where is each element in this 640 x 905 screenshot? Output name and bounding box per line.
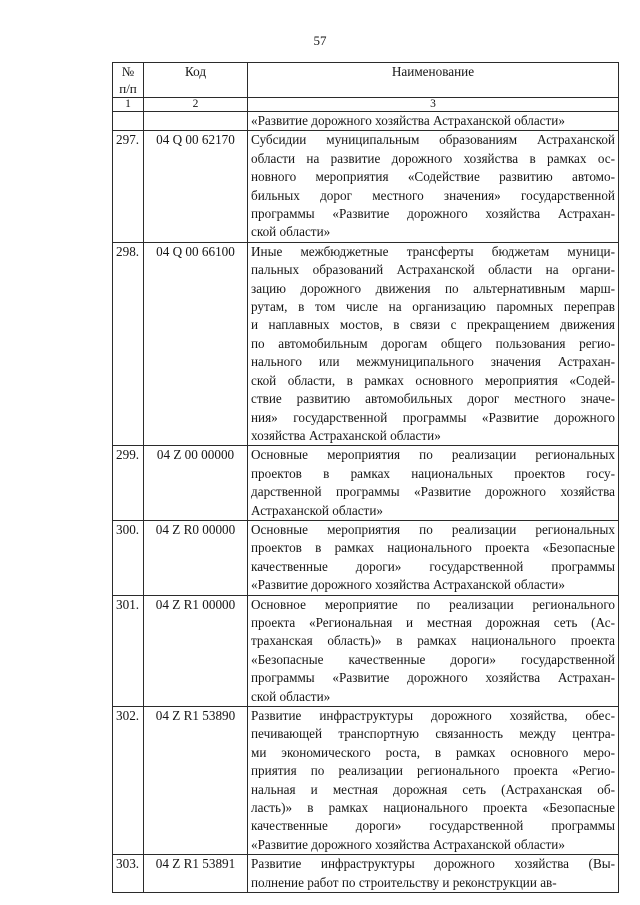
name-line: печивающей транспортную связанность между центра- [251,726,615,742]
name-line: ской области, в рамках основного мероприятия «Содей- [251,372,615,388]
name-line: траханская область)» в рамках национального проекта [251,633,615,649]
name-line: зацию дорожного движения по альтернативным марш- [251,280,615,296]
name-line: дарственной программы «Развитие дорожного хозяйства [251,484,615,500]
name-line: проектов в рамках национального проекта «Безопасные [251,540,615,556]
row-code: 04 Z R0 00000 [144,520,248,595]
name-line: и наплавных мостов, в связи с прекращением движения [251,317,615,333]
row-name [248,242,619,445]
row-name [248,520,619,595]
name-line: Основные мероприятия по реализации региональных [251,521,615,537]
row-number: 303. [113,855,144,893]
header-name: Наименование [248,63,619,98]
name-line: «Безопасные качественные дороги» государственной [251,651,615,667]
row-code: 04 Z R1 00000 [144,595,248,706]
continuation-row [113,112,619,131]
row-code: 04 Q 00 66100 [144,242,248,445]
row-code: 04 Z 00 00000 [144,446,248,521]
row-name [248,595,619,706]
name-line: Иные межбюджетные трансферты бюджетам муници- [251,243,615,259]
name-line: ской области» [251,688,331,704]
row-code: 04 Z R1 53890 [144,707,248,855]
name-line: по автомобильным дорогам общего пользования регио- [251,335,615,351]
name-line: рутам, в том числе на организацию паромных переправ [251,299,615,315]
row-name [248,707,619,855]
name-line: Основные мероприятия по реализации региональных [251,447,615,463]
name-line: Астраханской области» [251,502,383,518]
budget-classification-table [112,62,619,893]
row-number [113,112,144,131]
name-line: нального или межмуниципального значения Астрахан- [251,354,615,370]
row-code: 04 Q 00 62170 [144,131,248,242]
row-name [248,855,619,893]
name-line: «Развитие дорожного хозяйства Астраханской области» [251,577,565,593]
name-line: приятия по реализации регионального проекта «Регио- [251,763,615,779]
row-number: 299. [113,446,144,521]
name-line: качественные дороги» государственной программы [251,558,615,574]
header-code: Код [144,63,248,98]
table-row [113,131,619,242]
row-number: 301. [113,595,144,706]
name-line: качественные дороги» государственной программы [251,818,615,834]
header-number-line: № [121,64,135,79]
table-header-row [113,63,619,98]
name-line: ской области» [251,224,331,240]
name-line: ласть)» в рамках национального проекта «Безопасные [251,800,615,816]
name-line: проекта «Региональная и местная дорожная сеть (Ас- [251,614,615,630]
row-number: 300. [113,520,144,595]
name-line: Развитие инфраструктуры дорожного хозяйства, обес- [251,708,615,723]
table-row [113,855,619,893]
name-line: ствие развитию автомобильных дорог местного значе- [251,391,615,407]
row-name [248,446,619,521]
column-index: 2 [144,98,248,112]
table-row [113,595,619,706]
name-line: Субсидии муниципальным образованиям Астраханской [251,132,615,148]
column-index: 3 [248,98,619,112]
name-line: «Развитие дорожного хозяйства Астраханской области» [251,836,565,852]
table-row [113,520,619,595]
table-row [113,242,619,445]
name-line: программы «Развитие дорожного хозяйства Астрахан- [251,206,615,222]
row-code: 04 Z R1 53891 [144,855,248,893]
name-line: «Развитие дорожного хозяйства Астраханской области» [251,113,565,128]
name-line: хозяйства Астраханской области» [251,427,441,443]
name-line: пальных образований Астраханской области на органи- [251,262,615,278]
table-row [113,446,619,521]
header-number [113,63,144,98]
column-index: 1 [113,98,144,112]
page-number: 57 [313,33,327,48]
name-line: проектов в рамках национальных проектов госу- [251,465,615,481]
name-line: бильных дорог местного значения» государственной [251,187,615,203]
name-line: ми экономического роста, в рамках основного меро- [251,744,615,760]
row-name [248,131,619,242]
row-name [248,112,619,131]
name-line: программы «Развитие дорожного хозяйства Астрахан- [251,670,615,686]
row-number: 302. [113,707,144,855]
name-line: полнение работ по строительству и реконструкции ав- [251,874,557,890]
table-row [113,707,619,855]
row-code [144,112,248,131]
name-line: нальная и местная дорожная сеть (Астраханская об- [251,781,615,797]
row-number: 297. [113,131,144,242]
row-number: 298. [113,242,144,445]
name-line: области на развитие дорожного хозяйства в рамках ос- [251,150,615,166]
name-line: ния» государственной программы «Развитие дорожного [251,409,615,425]
name-line: Развитие инфраструктуры дорожного хозяйства (Вы- [251,856,615,872]
name-line: Основное мероприятие по реализации регионального [251,596,615,612]
name-line: новного мероприятия «Содействие развитию автомо- [251,169,615,185]
column-index-row [113,98,619,112]
header-number-line: п/п [119,81,137,96]
